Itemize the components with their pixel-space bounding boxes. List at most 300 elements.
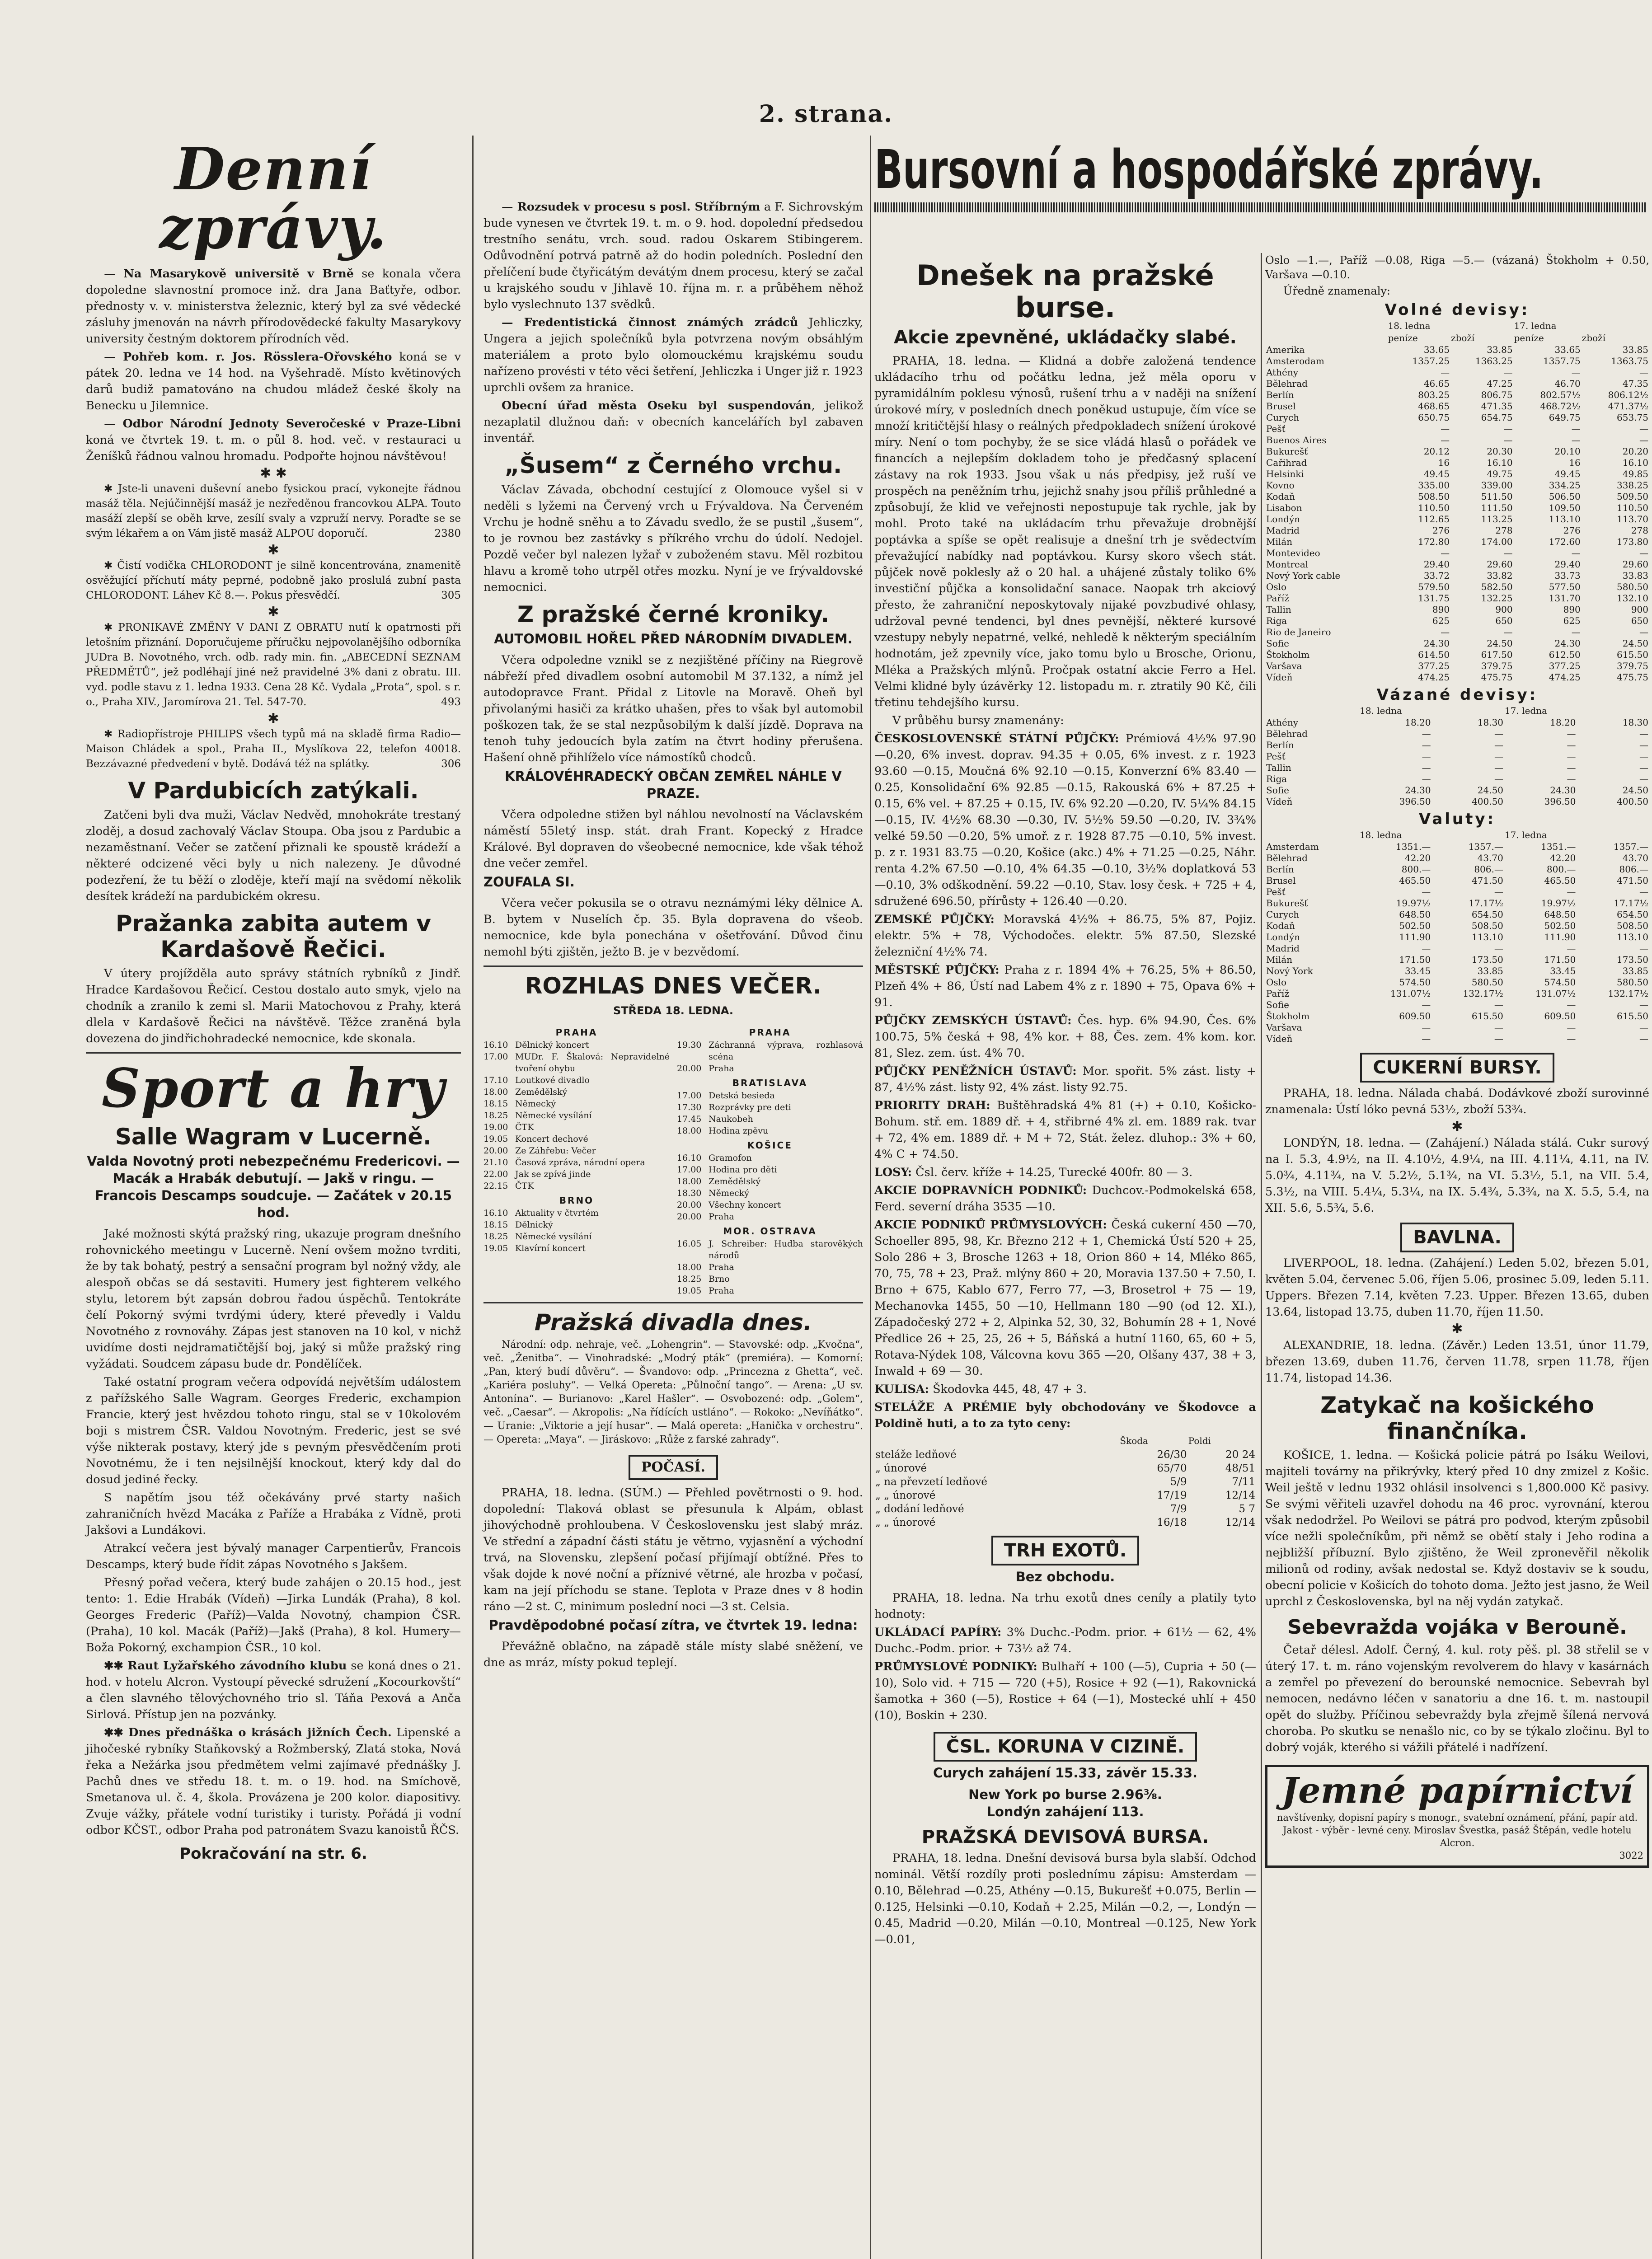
radio-program-title: Dělnický koncert — [515, 1040, 589, 1050]
radio-program-row — [677, 1101, 863, 1113]
rate-cell: 649.75 — [1549, 412, 1581, 423]
rate-cell: 5 7 — [1239, 1503, 1255, 1515]
table-row — [1265, 954, 1649, 965]
radio-time: 16.10 — [483, 1040, 508, 1050]
market-item: UKLÁDACÍ PAPÍRY: 3% Duchc.-Podm. prior. + 61½ — 62, 4% Duchc.-Podm. prior. + 73½ až 74. — [874, 1625, 1256, 1655]
currency-name: Amsterdam — [1266, 841, 1319, 852]
table-row — [1265, 604, 1649, 615]
rate-cell: — — [1503, 423, 1513, 434]
radio-program-title: Praha — [709, 1285, 734, 1296]
rate-cell: — — [1494, 740, 1504, 750]
article-headline: Sebevražda vojáka v Berouně. — [1287, 1616, 1627, 1639]
rate-cell: — — [1571, 367, 1581, 378]
rate-cell: 12/14 — [1225, 1489, 1255, 1501]
asterisk-ornament-icon: ✱ — [268, 542, 279, 558]
rate-cell: 654.75 — [1481, 412, 1513, 423]
weather-body: PRAHA, 18. ledna. (SÚM.) — Přehled povětrnosti o 9. hod. dopolední: Tlaková oblast se přesunula k Alpám, oblast jihovýchodně prohloubena. V Československu jest slabý mráz. Ve střední a západní části státu je větrno, vyjasnění a východní trvá, na Slovensku, zlepšení počasí přijímají obtížné. Přes to však dojde k nové noční a příznivé větrné, ale hrozba v počasí, kam na její příchodu se stane. Teplota v Praze dnes v 8 hodin ráno —2 st. C, minimum poslední noci —3 st. Celsia. — [483, 1486, 863, 1613]
article-headline: „Šusem“ z Černého vrchu. — [504, 452, 842, 478]
rate-cell: 111.50 — [1481, 502, 1513, 513]
table-row — [1265, 965, 1649, 977]
currency-name: Pešť — [1266, 751, 1286, 762]
radio-time: 18.25 — [483, 1231, 508, 1242]
rate-cell: 334.25 — [1549, 480, 1581, 491]
radio-program — [483, 1024, 863, 1297]
rate-cell: 1363.25 — [1475, 356, 1513, 366]
table-row — [1265, 627, 1649, 638]
table-row — [1265, 469, 1649, 480]
radio-program-row — [677, 1285, 863, 1297]
section-headline: PRAŽSKÁ DEVISOVÁ BURSA. — [921, 1826, 1209, 1847]
rate-cell: — — [1494, 1022, 1503, 1033]
radio-program-title: Aktuality v čtvrtém — [515, 1208, 599, 1218]
rate-cell: 650 — [1495, 615, 1513, 626]
rate-cell: 508.50 — [1617, 920, 1648, 931]
rate-cell: 806.75 — [1481, 389, 1513, 400]
table-row — [1265, 796, 1649, 807]
rate-cell: 33.85 — [1622, 344, 1648, 355]
radio-program-title: Všechny koncert — [709, 1200, 781, 1210]
radio-program-row — [677, 1039, 863, 1063]
rate-cell: 465.50 — [1544, 875, 1576, 886]
rate-cell: 276 — [1432, 525, 1450, 536]
rate-cell: 648.50 — [1544, 909, 1576, 920]
section-headline: BAVLNA. — [1265, 1223, 1649, 1252]
rate-cell: 574.50 — [1399, 977, 1431, 988]
article-body: LIVERPOOL, 18. ledna. (Zahájení.) Leden 5.02, březen 5.01, květen 5.04, červenec 5.06, říjen 5.06, prosinec 5.09, leden 5.11. Uppers. Březen 7.14, květen 7.23. Upper. Březen 13.65, duben 13.64, listopad 13.75, duben 11.70, říjen 11.50. — [1265, 1256, 1649, 1319]
rate-cell: 1363.75 — [1611, 356, 1648, 366]
article-body: Četař délesl. Adolf. Černý, 4. kul. roty pěš. pl. 38 střelil se v úterý 17. t. m. ráno vojenským revolverem do hlavy v kasárnách a zemřel po převezení do berounské nemocnice. Sebevrah byl nemocen, nedávno léčen v sanatoriu a dne 16. t. m. nastoupil opět do služby. Příčinou sebevraždy byla zřejmě šílená nervová choroba. Po skutku se nenašlo nic, co by se týkalo zločinu. Byl to dobrý voják, kterého si vážili přátelé i nadřízení. — [1265, 1643, 1649, 1754]
rate-cell: — — [1567, 762, 1576, 773]
rate-cell: 20.12 — [1423, 446, 1450, 457]
table-body — [1265, 717, 1649, 807]
rate-cell: — — [1567, 728, 1576, 739]
rate-cell: 276 — [1563, 525, 1581, 536]
article-body: PRAHA, 18. ledna. Dnešní devisová bursa byla slabší. Odchod nominál. Větší rozdíly proti poslednímu zápisu: Amsterdam —0.10, Bělehrad —0.25, Athény —0.15, Bukurešť +0.075, Berlin —0.125, Helsinki —0.10, Kodaň + 2.25, Milán —0.2, —, Londýn —0.45, Madrid —0.20, Milán —0.10, Montreal —0.125, New York —0.01, — [874, 1851, 1256, 1946]
rate-cell: 49.75 — [1487, 469, 1513, 479]
bursovni-header — [874, 140, 1647, 218]
radio-program-row — [483, 1168, 670, 1180]
rate-cell: 20 24 — [1225, 1448, 1255, 1461]
radio-program-row — [483, 1098, 670, 1110]
rate-cell: — — [1639, 886, 1648, 897]
radio-station-name: PRAHA — [555, 1026, 598, 1038]
table-header: 18. ledna 17. ledna — [1388, 320, 1557, 331]
rate-cell: 650.75 — [1418, 412, 1450, 423]
table-row — [1265, 649, 1649, 661]
radio-station-name: MOR. OSTRAVA — [723, 1225, 817, 1237]
market-item: AKCIE PODNIKŮ PRŮMYSLOVÝCH: Česká cukerní 450 —70, Schoeller 895, 98, Kr. Březno 212 + 1, Chemická Ústí 520 + 25, Solo 286 + 3, Brosche 1263 + 18, Orion 860 + 14, Mléko 865, 70, 75, 78 + 23, Praž. mlýny 860 + 20, Moravia 137.50 + 7.50, I. Brno + 675, Kablo 677, Ferro 77, —3, Brosetrol + 75 — 19, Mechanovka 1455, 50 —10, Hellmann 180 —90 (od 12. XI.), Západočeský 272 + 2, Alpinka 52, 30, 32, Bohumín 28 + 1, Nové Předlice 26 + 25, 25, 26 + 5, Báňská a hutní 1160, 65, 60 + 5, Rotava-Nýdek 108, Válcovna kovu 365 —20, Olšany 437, 38 + 3, Inwald + 69 — 30. — [874, 1218, 1256, 1378]
market-item: ZEMSKÉ PŮJČKY: Moravská 4½% + 86.75, 5% 87, Pojiz. elektr. 5% + 78, Východočes. elektr. 5% 87.50, Slezské železniční 4½% 74. — [874, 912, 1256, 959]
advertisement: ✱ Čistí vodička CHLORODONT je silně koncentrována, znamenitě osvěžující příchutí máty peprné, podobně jako proslulá zubní pasta CHLORODONT. Láhev Kč 8.—. Pokus přesvědčí. 305 — [86, 560, 461, 601]
currency-name: Paříž — [1266, 988, 1289, 999]
radio-time: 17.00 — [677, 1164, 702, 1175]
currency-name: Madrid — [1266, 943, 1300, 954]
rate-cell: 132.10 — [1617, 593, 1648, 604]
table-row — [1265, 502, 1649, 514]
radio-time: 22.15 — [483, 1181, 508, 1191]
radio-program-row — [677, 1273, 863, 1285]
radio-program-row — [483, 1207, 670, 1219]
rate-cell: 112.65 — [1418, 514, 1450, 525]
currency-name: Madrid — [1266, 525, 1300, 536]
rate-cell: 42.20 — [1550, 853, 1576, 863]
currency-name: Paříž — [1266, 593, 1289, 604]
rate-cell: 579.50 — [1418, 581, 1450, 592]
currency-name: Pešť — [1266, 423, 1286, 434]
rate-cell: 47.35 — [1622, 378, 1648, 389]
table-row — [874, 1462, 1256, 1475]
table-row — [1265, 920, 1649, 932]
radio-program-row — [483, 1086, 670, 1098]
news-item: — Pohřeb kom. r. Jos. Rösslera-Ořovského koná se v pátek 20. ledna ve 14 hod. na Vyšehradě. Místo květinových darů budiž pamatováno na chudou mládež české školy na Benecku u Jilemnice. — [86, 350, 461, 412]
rate-cell: 471.37½ — [1608, 401, 1648, 412]
radio-program-row — [483, 1110, 670, 1121]
rate-cell: — — [1422, 773, 1431, 784]
currency-name: Milán — [1266, 954, 1293, 965]
article-body: PRAHA, 18. ledna. Nálada chabá. Dodávkové zboží surovinné znamenala: Ústí lóko pevná 53½, zboží 53¾. — [1265, 1087, 1649, 1116]
radio-time: 19.05 — [677, 1285, 702, 1296]
radio-program-title: Praha — [709, 1211, 734, 1222]
column-4 — [1265, 253, 1649, 1868]
weather-forecast-heading: Pravděpodobné počasí zítra, ve čtvrtek 19. ledna: — [488, 1617, 858, 1633]
currency-name: Oslo — [1266, 977, 1287, 988]
rate-cell: 49.45 — [1554, 469, 1581, 479]
rate-cell: — — [1639, 943, 1648, 954]
advertisement-code: 3022 — [1619, 1850, 1643, 1861]
rate-cell: 614.50 — [1418, 649, 1450, 660]
radio-program-row — [483, 1051, 670, 1074]
rate-cell: 471.50 — [1617, 875, 1648, 886]
radio-station-name: BRATISLAVA — [732, 1077, 808, 1088]
advertisement: ✱ PRONIKAVÉ ZMĚNY V DANI Z OBRATU nutí k opatrnosti při letošním přiznání. Doporučujeme příručku nejpovolanějšího odborníka JUDra B. Novotného, vrch. odb. rady min. fin. „ABECEDNÍ SEZNAM PŘEDMĚTŮ“, jež podléhají jiné než pravidelné 3% dani z obratu. III. vyd. podle stavu z 1. ledna 1933. Cena 28 Kč. Vydala „Prota“, spol. s r. o., Praha XIV., Jaromírova 21. Tel. 547-70. 493 — [86, 622, 461, 708]
article-body: ALEXANDRIE, 18. ledna. (Závěr.) Leden 13.51, únor 11.79, březen 13.69, duben 11.76, červen 11.78, srpen 11.78, říjen 11.74, listopad 14.36. — [1265, 1339, 1649, 1385]
currency-name: Varšava — [1266, 661, 1302, 671]
radio-station-name: BRNO — [559, 1195, 594, 1206]
radio-program-title: Gramofon — [709, 1153, 752, 1163]
table-row — [1265, 525, 1649, 536]
table-row — [1265, 864, 1649, 875]
section-headline: ROZHLAS DNES VEČER. — [525, 973, 822, 999]
radio-time: 18.00 — [677, 1262, 702, 1272]
rate-cell: 475.75 — [1481, 672, 1513, 683]
rate-cell: 18.30 — [1622, 717, 1648, 728]
currency-name: Lisabon — [1266, 502, 1302, 513]
rate-cell: — — [1441, 367, 1450, 378]
rate-cell: 900 — [1631, 604, 1648, 615]
rate-cell: 396.50 — [1544, 796, 1576, 807]
article-body: Atrakcí večera jest bývalý manager Carpentierův, Francois Descamps, který bude řídit zápas Novotného s Jakšem. — [86, 1542, 461, 1571]
rate-cell: 16.10 — [1622, 457, 1648, 468]
article-body: Oslo —1.—, Paříž —0.08, Riga —5.— (vázaná) Štokholm + 0.50, Varšava —0.10. — [1265, 254, 1649, 281]
asterisk-ornament-icon: ✱ — [1451, 1321, 1463, 1337]
market-item: KULISA: Škodovka 445, 48, 47 + 3. — [874, 1382, 1087, 1396]
rate-cell: — — [1422, 999, 1431, 1010]
rate-cell: 890 — [1563, 604, 1581, 615]
rate-cell: 800.— — [1546, 864, 1576, 875]
theatre-listing: Národní: odp. nehraje, več. „Lohengrin“. — Stavovské: odp. „Kvočna“, več. „Ženitba“. — Vinohradské: „Modrý pták“ (premiéra). — Komorní: „Pan, který budí důvěru“. — Švandovo: odp. „Princezna z Ghetta“, več. „Kariéra posluhy“. — Velká Opereta: „Půlnoční tango“. — Arena: „U sv. Antonína“. — Burianovo: „Karel Hašler“. — Osvobozené: odp. „Golem“, več. „Caesar“. — Akropolis: „Na řídících ustláno“. — Rokoko: „Nevíňátko“. — Uranie: „Viktorie a její husar“. — Malá operetа: „Hanička v orchestru“. — Opereta: „Maya“. — Jiráskovo: „Růže z farské zahrady“. — [483, 1339, 863, 1445]
rate-cell: 379.75 — [1481, 661, 1513, 671]
weather-forecast-body: Převážně oblačno, na západě stále místy slabé sněžení, ve dne as mráz, místy pokud teplejí. — [483, 1640, 863, 1669]
news-item: ✱✱ Dnes přednáška o krásách jižních Čech. Lipenské a jihočeské rybníky Staňkovský a Rožmberský, Zlatá stoka, Nová řeka a Nežárka jsou předmětem velmi zajímavé přednášky J. Pachů dnes ve středu 18. t. m. o 19. hod. na Smíchově, Smetanova ul. č. 4, škola. Provázena je 200 kolor. diapositivy. Zvuje vážky, přátele vodní turistiky i turisty. Pořádá ji vodní odbor KČST., odbor Praha pod patronátem Svazu kanoistů ŘČS. — [86, 1726, 461, 1837]
rate-cell: 20.10 — [1554, 446, 1581, 457]
table-row — [1265, 491, 1649, 502]
radio-program-title: Zemědělský — [515, 1087, 568, 1097]
currency-name: Riga — [1266, 615, 1287, 626]
radio-program-row — [483, 1180, 670, 1192]
advertisement: ✱ Jste-li unaveni duševní anebo fysickou prací, vykonejte řádnou masáž těla. Nejúčinnější masáž je nezředěnou francovkou ALPA. Touto masáží zlepší se oběh krve, zesílí svaly a vzpruží nervy. Poraďte se se svým lékařem a on Vám jistě masáž ALPOU doporučí. 2380 — [86, 483, 461, 539]
column-divider — [870, 136, 871, 2259]
radio-program-title: Ze Záhřebu: Večer — [515, 1145, 596, 1156]
rate-cell: — — [1422, 740, 1431, 750]
table-row — [1265, 638, 1649, 649]
rate-cell: 33.85 — [1487, 344, 1513, 355]
rate-cell: — — [1567, 1033, 1576, 1044]
rate-cell: — — [1639, 762, 1648, 773]
table-row — [874, 1502, 1256, 1516]
rate-cell: 111.90 — [1399, 932, 1431, 942]
rate-cell: 506.50 — [1549, 491, 1581, 502]
radio-program-row — [677, 1125, 863, 1137]
rate-cell: 617.50 — [1481, 649, 1513, 660]
rate-cell: — — [1567, 740, 1576, 750]
rate-cell: — — [1494, 943, 1503, 954]
rate-cell: 29.60 — [1487, 559, 1513, 570]
rate-cell: 48/51 — [1225, 1462, 1255, 1474]
radio-time: 18.15 — [483, 1219, 508, 1230]
rate-cell: — — [1494, 999, 1503, 1010]
radio-station-name: KOŠICE — [747, 1139, 793, 1151]
rate-cell: 132.17½ — [1463, 988, 1503, 999]
radio-time: 19.05 — [483, 1243, 508, 1253]
radio-program-row — [677, 1090, 863, 1101]
rate-cell: 113.25 — [1481, 514, 1513, 525]
rate-cell: 33.45 — [1405, 965, 1431, 976]
rate-cell: — — [1422, 943, 1431, 954]
radio-program-title: Praha — [709, 1262, 734, 1272]
rate-cell: 474.25 — [1549, 672, 1581, 683]
rate-cell: 468.65 — [1418, 401, 1450, 412]
rate-cell: 131.07½ — [1390, 988, 1431, 999]
currency-name: Bukurešť — [1266, 446, 1308, 457]
koruna-line: Curych zahájení 15.33, závěr 15.33. — [933, 1765, 1198, 1781]
rate-cell: 110.50 — [1418, 502, 1450, 513]
rate-cell: 20.30 — [1487, 446, 1513, 457]
article-body: V průběhu bursy znamenány: — [892, 713, 1064, 727]
rate-cell: 16 — [1569, 457, 1581, 468]
radio-program-title: Jak se zpívá jinde — [515, 1169, 591, 1179]
rate-cell: 24.30 — [1423, 638, 1450, 649]
rate-cell: — — [1567, 999, 1576, 1010]
rate-cell: 131.07½ — [1535, 988, 1576, 999]
article-body: Včera večer pokusila se o otravu neznámými léky dělnice A. B. bytem v Nuselích čp. 35. Byla dopravena do všeob. nemocnice, kde byla ponechána v ošetřování. Důvod činu nemohl býti zjištěn, ježto B. je v bezvědomí. — [483, 896, 863, 959]
table-row — [1265, 514, 1649, 525]
table-header: 18. ledna 17. ledna — [1359, 830, 1547, 840]
radio-program-row — [677, 1238, 863, 1261]
rate-cell: — — [1639, 367, 1648, 378]
rate-cell: 502.50 — [1399, 920, 1431, 931]
rate-cell: — — [1639, 435, 1648, 445]
currency-name: Sofie — [1266, 999, 1289, 1010]
article-body: KOŠICE, 1. ledna. — Košická policie pátrá po Isáku Weilovi, majiteli továrny na přikrývky, který před 10 dny zmizel z Košic. Weil ještě v lednu 1932 ohlásil insolvenci s 1,800.000 Kč pasivy. Se svými věřiteli uzavřel dohodu na 46 proc. vyrovnání, kterou však nedodržel. Po Weilovi se pátrá pro podvod, kterým způsobil více nežli společníkům, při němž se obětí staly i Jeho rodina a nejbližší příbuzní. Bylo zjištěno, že Weil zpronevěřil několik milionů od rodiny, avšak nedostal se. Když dostaviv se k soudu, obecní policie v Košicích do tohoto doma. Ježto jest jasno, že Weil uprchl z Československa, byl na něj vydán zatykač. — [1265, 1448, 1649, 1608]
rate-cell: 615.50 — [1617, 1011, 1648, 1022]
stelaze-table — [874, 1434, 1256, 1529]
table-row — [1265, 344, 1649, 356]
rate-cell: 33.45 — [1550, 965, 1576, 976]
advertisement-body: navštívenky, dopisní papíry s monogr., svatební oznámení, přání, papír atd. Jakost - výběr - levné ceny. Miroslav Švestka, pasáž Štěpán, vedle hotelu Alcron. — [1277, 1812, 1638, 1848]
rate-cell: — — [1441, 435, 1450, 445]
currency-name: Pešť — [1266, 886, 1286, 897]
table-row — [1265, 356, 1649, 367]
rate-cell: 173.50 — [1617, 954, 1648, 965]
table-row — [1265, 841, 1649, 853]
rate-cell: 113.10 — [1617, 932, 1648, 942]
table-row — [1265, 423, 1649, 435]
rate-cell: 396.50 — [1399, 796, 1431, 807]
rate-cell: — — [1441, 627, 1450, 637]
section-headline: Vázané devisy: — [1376, 686, 1538, 704]
table-row — [1265, 559, 1649, 570]
rate-cell: 20.20 — [1622, 446, 1648, 457]
asterisk-ornament-icon: ✱ — [1451, 1119, 1463, 1134]
article-headline: Dnešek na pražské burse. — [916, 259, 1214, 324]
radio-program-row — [677, 1063, 863, 1074]
radio-program-title: Dělnický — [515, 1219, 553, 1230]
rate-cell: 511.50 — [1481, 491, 1513, 502]
table-row — [1265, 389, 1649, 401]
rate-cell: 16 — [1438, 457, 1450, 468]
radio-program-row — [677, 1199, 863, 1211]
rate-cell: 1357.— — [1613, 841, 1648, 852]
currency-name: Montreal — [1266, 559, 1309, 570]
radio-station-block — [677, 1026, 863, 1074]
rate-cell: 615.50 — [1471, 1011, 1503, 1022]
rate-cell: — — [1422, 1033, 1431, 1044]
currency-name: „ „ únorové — [875, 1489, 936, 1501]
rate-cell: 24.30 — [1405, 785, 1431, 796]
table-row — [1265, 932, 1649, 943]
rate-cell: — — [1639, 627, 1648, 637]
table-body — [1265, 841, 1649, 1045]
article-body: Václav Závada, obchodní cestující z Olomouce vyšel si v neděli s lyžemi na Červený vrch u Frývaldova. Na Červeném Vrchu je hodně sněhu a to Závadu svedlo, že se pustil „šusem“, to je rovnou bez zastávky s příkrého vrchu do údolí. Nedojel. Pozdě večer byl nalezen lyžař v zuboženém stavu. Měl rozbitou hlavu a kromě toho utrpěl otřes mozku. Nyní je ve frývaldovské nemocnici. — [483, 483, 863, 594]
table-row — [1265, 717, 1649, 728]
radio-program-title: Detská besieda — [709, 1090, 775, 1101]
radio-program-title: Rozprávky pre deti — [709, 1102, 791, 1112]
rate-cell: 625 — [1563, 615, 1581, 626]
radio-program-row — [483, 1074, 670, 1086]
rate-cell: 33.65 — [1423, 344, 1450, 355]
column-divider — [1261, 253, 1262, 2259]
rate-cell: 468.72½ — [1540, 401, 1581, 412]
rate-cell: 475.75 — [1617, 672, 1648, 683]
rate-cell: 172.80 — [1418, 536, 1450, 547]
divider — [483, 965, 863, 967]
rate-cell: 654.50 — [1471, 909, 1503, 920]
table-row — [1265, 977, 1649, 988]
rate-cell: 803.25 — [1418, 389, 1450, 400]
rate-cell: 7/9 — [1170, 1503, 1187, 1515]
table-row — [1265, 1022, 1649, 1033]
rate-cell: 508.50 — [1471, 920, 1503, 931]
rate-cell: — — [1571, 627, 1581, 637]
rate-cell: 377.25 — [1418, 661, 1450, 671]
radio-time: 17.30 — [677, 1102, 702, 1112]
rate-cell: 7/11 — [1232, 1476, 1255, 1488]
rate-cell: 171.50 — [1399, 954, 1431, 965]
rate-cell: 132.17½ — [1608, 988, 1648, 999]
article-body: S napětím jsou též očekávány prvé starty našich zahraničních hvězd Macáka z Paříže a Hrabáka z Vídně, proti Jakšovi a Lundákovi. — [86, 1491, 461, 1537]
continuation-note: Pokračování na str. 6. — [179, 1845, 367, 1863]
rate-cell: 24.50 — [1622, 785, 1648, 796]
rate-cell: 65/70 — [1157, 1462, 1187, 1474]
rate-cell: — — [1422, 762, 1431, 773]
market-item: PŮJČKY ZEMSKÝCH ÚSTAVŮ: Čes. hyp. 6% 94.90, Čes. 6% 100.75, 5% česká + 98, 4% kor. + 88, Čes. zem. 4% kom. kor. 81, Slez. zem. úst. 4% 70. — [874, 1013, 1257, 1060]
column-1 — [86, 136, 461, 1862]
table-row — [1265, 480, 1649, 491]
rate-cell: 582.50 — [1481, 581, 1513, 592]
radio-program-row — [677, 1211, 863, 1223]
rate-cell: 33.85 — [1622, 965, 1648, 976]
vazane-devisy-table — [1265, 705, 1649, 807]
table-row — [1265, 615, 1649, 627]
rate-cell: 806.— — [1619, 864, 1648, 875]
currency-name: Sofie — [1266, 785, 1289, 796]
radio-program-title: Koncert dechové — [515, 1134, 588, 1144]
rate-cell: — — [1441, 423, 1450, 434]
radio-program-title: J. Schreiber: Hudba starověkých národů — [709, 1238, 863, 1261]
rate-cell: 612.50 — [1549, 649, 1581, 660]
radio-time: 20.00 — [677, 1063, 702, 1073]
rate-cell: 653.75 — [1617, 412, 1648, 423]
currency-name: Buenos Aires — [1266, 435, 1327, 445]
rate-cell: — — [1422, 1022, 1431, 1033]
article-subheadline: KRÁLOVÉHRADECKÝ OBČAN ZEMŘEL NÁHLE V PRAZE. — [505, 769, 842, 801]
rate-cell: 625 — [1432, 615, 1450, 626]
divider — [86, 1052, 461, 1054]
currency-name: Oslo — [1266, 581, 1287, 592]
rate-cell: — — [1639, 423, 1648, 434]
rate-cell: 18.30 — [1477, 717, 1504, 728]
rate-cell: 24.30 — [1550, 785, 1576, 796]
article-subheadline: AUTOMOBIL HOŘEL PŘED NÁRODNÍM DIVADLEM. — [494, 631, 853, 647]
rate-cell: — — [1494, 773, 1504, 784]
table-row — [1265, 999, 1649, 1011]
market-item: PŮJČKY PENĚŽNÍCH ÚSTAVŮ: Mor. spořit. 5% zást. listy + 87, 4½% zást. listy 92, 4% zást. listy 92.75. — [874, 1064, 1256, 1094]
radio-program-title: Naukobeh — [709, 1114, 753, 1124]
currency-name: „ únorové — [875, 1462, 927, 1474]
currency-name: Cařihrad — [1266, 457, 1307, 468]
rate-cell: — — [1422, 728, 1431, 739]
table-row — [874, 1489, 1256, 1502]
rate-cell: — — [1494, 728, 1504, 739]
table-row — [874, 1448, 1256, 1462]
article-headline: V Pardubicích zatýkali. — [128, 778, 419, 804]
rate-cell: 174.00 — [1481, 536, 1513, 547]
radio-time: 19.00 — [483, 1122, 508, 1132]
article-body: Včera odpoledne stižen byl náhlou nevolností na Václavském náměstí 55letý insp. stát. drah Frant. Kopecký z Hradce Králové. Byl dopraven do všeobecné nemocnice, kde však téhož dne večer zemřel. — [483, 808, 863, 870]
table-row — [1265, 728, 1649, 740]
radio-program-title: Německý — [709, 1188, 750, 1198]
table-row — [1265, 875, 1649, 886]
rate-cell: 1357.— — [1468, 841, 1503, 852]
radio-program-title: Německý — [515, 1098, 556, 1109]
table-row — [1265, 593, 1649, 604]
rate-cell: 654.50 — [1617, 909, 1648, 920]
article-body: PRAHA, 18. ledna. Na trhu exotů dnes ceníly a platily tyto hodnoty: — [874, 1591, 1256, 1621]
currency-name: Helsinki — [1266, 469, 1304, 479]
table-row — [1265, 740, 1649, 751]
rate-cell: 17/19 — [1157, 1489, 1187, 1501]
currency-name: „ „ únorové — [875, 1516, 936, 1528]
